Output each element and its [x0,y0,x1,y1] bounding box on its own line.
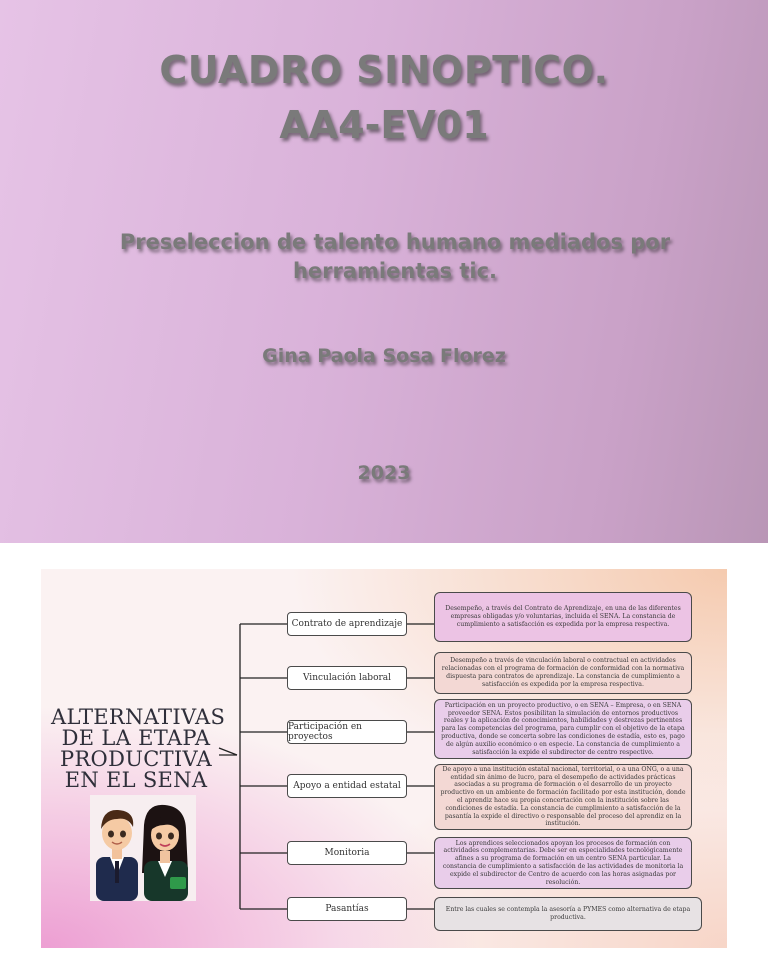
category-monitoria: Monitoria [287,841,407,865]
category-vinculacion-laboral: Vinculación laboral [287,666,407,690]
description-participacion-proyectos: Participación en un proyecto productivo, o en SENA – Empresa, o en SENA proveedor SENA. Estos posibilitan la simulación de entornos productivos reales y la aplicación de conocimientos, habilidades y destrezas pertinentes para las competencias del programa, para cumplir con el objetivo de la etapa productiva, donde se concerta sobre las condiciones de estadía, esto es, pago de algún auxilio económico o en especie. La constancia de cumplimiento a satisfacción la expide el subdirector de centro respectivo. [434,699,692,759]
cover-subtitle: Preseleccion de talento humano mediados por herramientas tic. [119,230,671,283]
description-pasantias: Entre las cuales se contempla la asesoría a PYMES como alternativa de etapa productiva. [434,897,702,931]
category-apoyo-entidad-estatal: Apoyo a entidad estatal [287,774,407,798]
cover-title-code: AA4-EV01 [279,103,489,147]
description-monitoria: Los aprendices seleccionados apoyan los procesos de formación con actividades complementarias. Debe ser en especialidades tecnológicamente afines a su programa de formación en un centro SENA particular. La constancia de cumplimiento a satisfacción de las actividades de monitoria la expide el subdirector de Centro de acuerdo con las horas asignadas por resolución. [434,837,692,889]
category-pasantias: Pasantías [287,897,407,921]
cover-title: CUADRO SINOPTICO. [159,48,609,92]
description-contrato-aprendizaje: Desempeño, a través del Contrato de Aprendizaje, en una de las diferentes empresas obligadas y/o voluntarias, incluida el SENA. La constancia de cumplimiento a satisfacción es expedida por la empresa respectiva. [434,592,692,642]
description-apoyo-entidad-estatal: De apoyo a una institución estatal nacional, territorial, o a una ONG, o a una entidad sin ánimo de lucro, para el desempeño de actividades prácticas asociadas a su programa de formación o el desarrollo de un proyecto productivo en un ambiente de formación facilitado por esta institución, donde el aprendiz hace su propia concertación con la institución sobre las condiciones de estadía. La constancia de cumplimiento a satisfacción de la pasantía la expide el directivo o responsable del proceso del aprendiz en la institución. [434,764,692,830]
category-participacion-proyectos: Participación en proyectos [287,720,407,744]
diagram-title: ALTERNATIVAS DE LA ETAPA PRODUCTIVA EN EL SENA [51,705,226,792]
students-illustration [90,795,196,901]
description-vinculacion-laboral: Desempeño a través de vinculación laboral o contractual en actividades relacionadas con el programa de formación de conformidad con la normativa dispuesta para contratos de aprendizaje. La constancia de cumplimiento a satisfacción es expedida por la empresa respectiva. [434,652,692,694]
cover-year: 2023 [357,462,411,484]
girl-figure [142,805,188,901]
synoptic-chart [41,569,727,948]
cover-author: Gina Paola Sosa Florez [262,345,506,367]
category-contrato-aprendizaje: Contrato de aprendizaje [287,612,407,636]
